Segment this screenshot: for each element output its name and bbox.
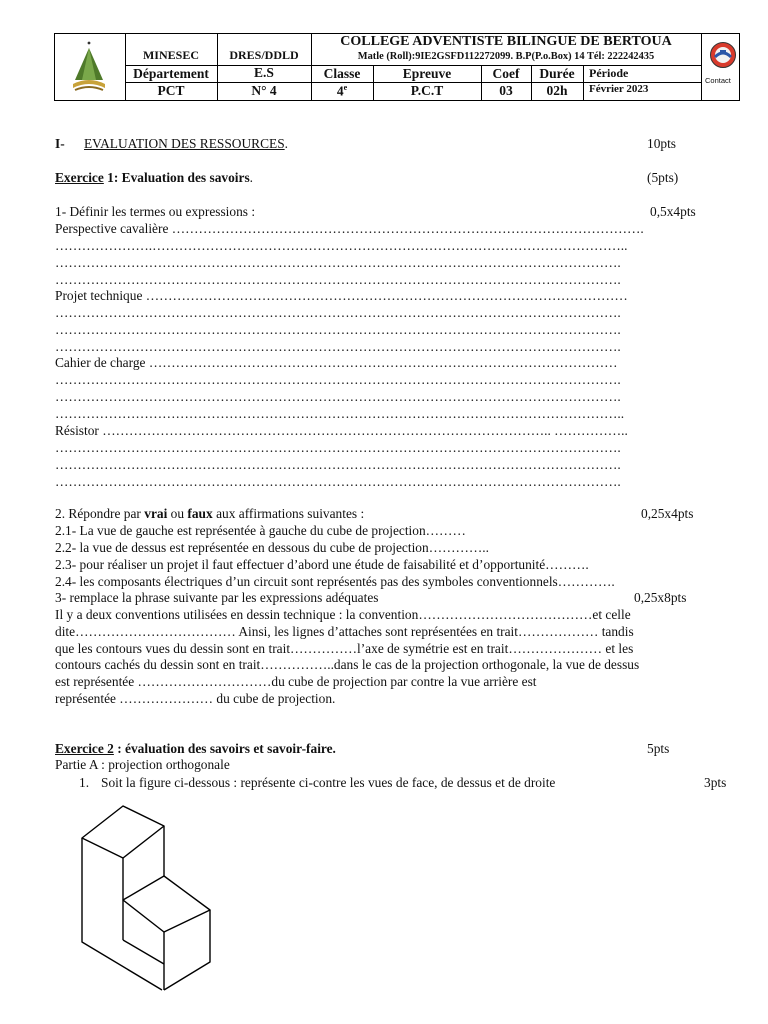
header-table	[54, 33, 740, 101]
q2-text: 2. Répondre par vrai ou faux aux affirmations suivantes :	[55, 506, 365, 521]
q2-points: 0,25x4pts	[641, 506, 694, 521]
q3-line: est représentée …………………………du cube de projection par contre la vue arrière est	[55, 674, 537, 689]
answer-line: ………………………………………………………………………………………………………………..	[55, 406, 625, 421]
q3-line: représentée ………………… du cube de projection.	[55, 691, 336, 706]
answer-line: ……………………………………………………………………………………………………………….	[55, 272, 621, 287]
q2-item: 2.1- La vue de gauche est représentée à gauche du cube de projection………	[55, 523, 466, 538]
label-periode: Période	[589, 66, 629, 80]
q2-item: 2.3- pour réaliser un projet il faut effectuer d’abord une étude de faisabilité et d’opportunité……….	[55, 557, 589, 572]
q3-line: dite……………………………… Ainsi, les lignes d’attaches sont représentées en trait……………… tandis	[55, 624, 634, 639]
value-periode: Février 2023	[589, 83, 649, 95]
section-title: EVALUATION DES RESSOURCES.	[84, 136, 288, 151]
e2-q1-points: 3pts	[704, 775, 727, 790]
section-points: 10pts	[647, 136, 677, 151]
ministry: MINESEC	[142, 48, 199, 62]
e2-q1-text: Soit la figure ci-dessous : représente ci-contre les vues de face, de dessus et de droite	[101, 775, 556, 790]
label-es: E.S	[254, 65, 274, 80]
label-duree: Durée	[539, 66, 575, 81]
school-info: Matle (Roll):9IE2GSFD112272099. B.P(P.o.Box) 14 Tél: 222242435	[357, 51, 655, 62]
q1-text: 1- Définir les termes ou expressions :	[55, 204, 256, 219]
answer-line: ……………………………………………………………………………………………………………….	[55, 372, 621, 387]
q2-item: 2.4- les composants électriques d’un circuit sont représentés pas des symboles conventionnels………….	[55, 574, 615, 589]
value-epreuve: P.C.T	[410, 83, 444, 98]
answer-line: ……………………………………………………………………………………………………………….	[55, 457, 621, 472]
value-departement: PCT	[157, 83, 185, 98]
adventist-logo-icon	[63, 40, 115, 96]
school-crest-icon	[709, 40, 737, 74]
value-classe: 4e	[336, 83, 348, 99]
term-cahier: Cahier de charge ……………………………………………………………………………………………	[55, 355, 618, 370]
isometric-figure	[60, 800, 230, 1010]
answer-line: ……………………………………………………………………………………………………………….	[55, 255, 621, 270]
q3-text: 3- remplace la phrase suivante par les expressions adéquates	[55, 590, 379, 605]
exercise1-points: (5pts)	[647, 170, 679, 185]
answer-line: ………………….……………………………………………………………………………………………..	[55, 238, 628, 253]
right-logo-caption: Contact	[705, 76, 731, 85]
direction: DRES/DDLD	[229, 48, 299, 62]
label-epreuve: Epreuve	[402, 66, 452, 81]
q3-line: Il y a deux conventions utilisées en dessin technique : la convention…………………………………et celle	[55, 607, 631, 622]
answer-line: ……………………………………………………………………………………………………………….	[55, 389, 621, 404]
exercise1-title: Exercice 1: Evaluation des savoirs.	[55, 170, 254, 185]
q3-points: 0,25x8pts	[634, 590, 687, 605]
q2-item: 2.2- la vue de dessus est représentée en dessous du cube de projection…………..	[55, 540, 489, 555]
term-resistor: Résistor ……………………………………………………………………………………….. ……………..	[55, 423, 628, 438]
answer-line: ……………………………………………………………………………………………………………….	[55, 440, 621, 455]
part-a: Partie A : projection orthogonale	[55, 757, 230, 772]
value-coef: 03	[499, 83, 513, 98]
answer-line: ……………………………………………………………………………………………………………….	[55, 474, 621, 489]
q3-line: contours cachés du dessin sont en trait……………..dans le cas de la projection orthogonale, la vue de dessus	[55, 657, 640, 672]
term-projet: Projet technique ………………………………………………………………………………………………	[55, 288, 628, 303]
answer-line: ……………………………………………………………………………………………………………….	[55, 322, 621, 337]
label-departement: Département	[133, 66, 209, 81]
q1-points: 0,5x4pts	[650, 204, 696, 219]
value-duree: 02h	[546, 83, 568, 98]
answer-line: ……………………………………………………………………………………………………………….	[55, 305, 621, 320]
school-name: COLLEGE ADVENTISTE BILINGUE DE BERTOUA	[340, 34, 672, 49]
q3-line: que les contours vues du dessin sont en trait……………l’axe de symétrie est en trait………………… et les	[55, 641, 634, 656]
exercise2-title: Exercice 2 : évaluation des savoirs et savoir-faire.	[55, 741, 336, 756]
label-coef: Coef	[492, 66, 520, 81]
exercise2-points: 5pts	[647, 741, 670, 756]
section-number: I-	[55, 136, 65, 151]
label-classe: Classe	[323, 66, 361, 81]
value-es: N° 4	[251, 83, 277, 98]
e2-q1-number: 1.	[79, 775, 90, 790]
answer-line: ……………………………………………………………………………………………………………….	[55, 339, 621, 354]
term-perspective: Perspective cavalière …………………………………………………………………………………………….	[55, 221, 644, 236]
